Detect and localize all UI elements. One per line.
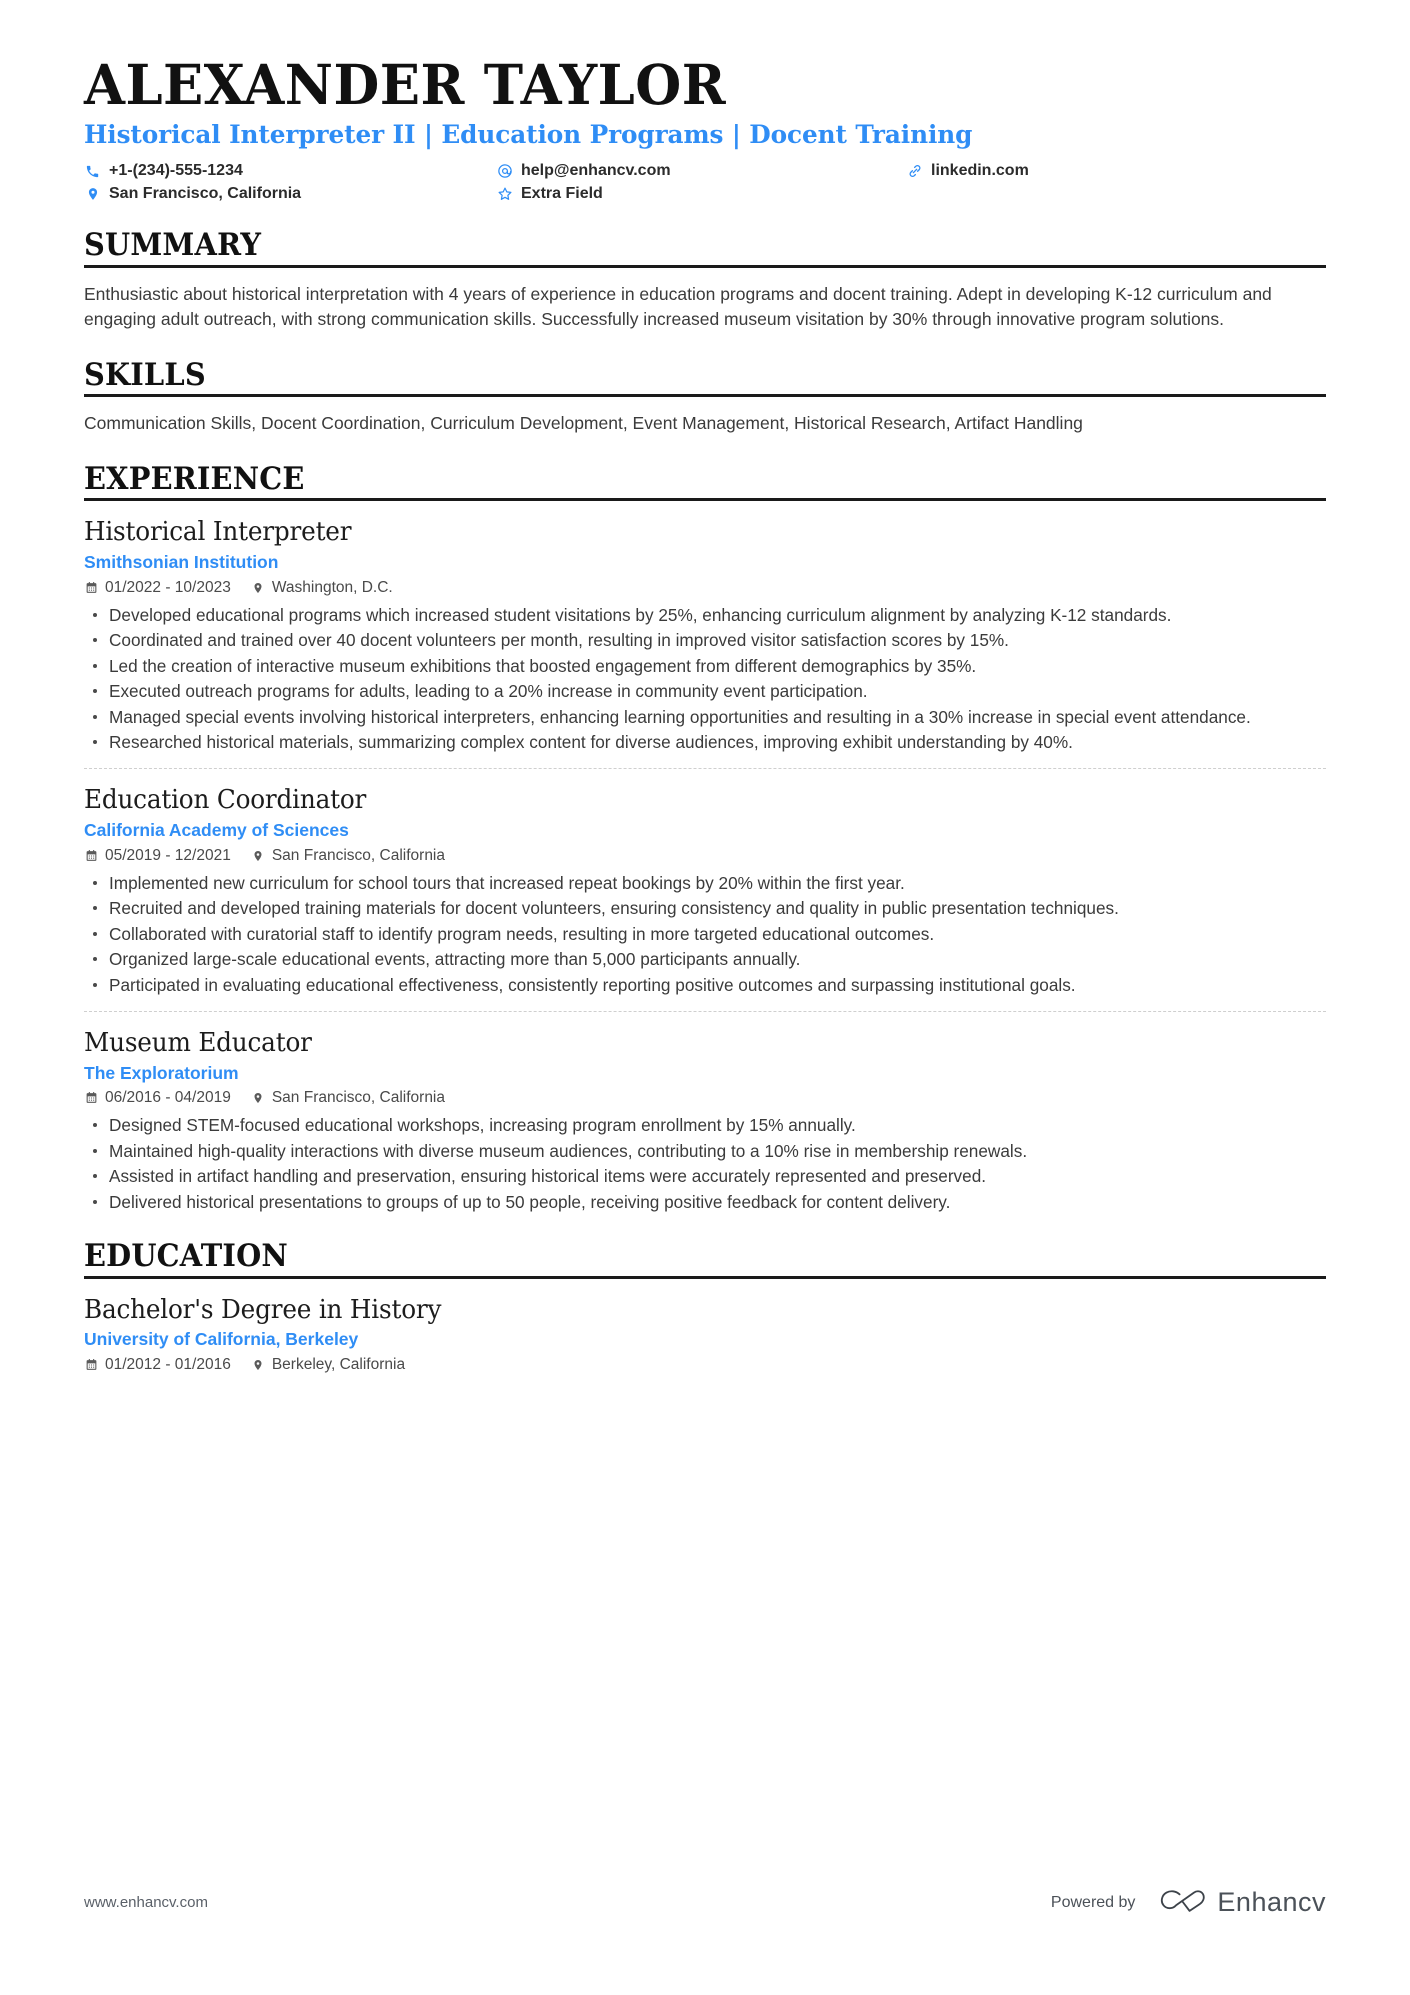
experience-company[interactable]: The Exploratorium [84,1062,239,1083]
contact-location[interactable] [84,185,496,203]
section-title-skills: SKILLS [84,356,206,393]
phone-icon [84,163,101,180]
experience-location-text: Washington, D.C. [271,578,393,596]
experience-dates [84,1089,231,1107]
experience-dates [84,579,231,597]
experience-bullets [84,871,1326,997]
bullet-item: Participated in evaluating educational effectiveness, consistently reporting positive outcomes and surpassing institutional goals. [84,973,1326,997]
bullet-item: Developed educational programs which increased student visitations by 25%, enhancing curriculum alignment by analyzing K-12 standards. [84,603,1326,627]
contact-email-text: help@enhancv.com [521,162,671,180]
calendar-icon [84,848,98,863]
experience-location [251,847,445,865]
section-title-experience: EXPERIENCE [84,460,305,497]
contact-phone[interactable] [84,162,496,180]
experience-meta [84,579,1326,597]
location-pin-icon [251,848,265,863]
enhancv-logo[interactable] [1153,1886,1326,1919]
link-icon [906,163,923,180]
experience-bullets [84,603,1326,755]
section-rule-summary [84,265,1326,268]
section-rule-skills [84,394,1326,397]
bullet-item: Recruited and developed training materials for docent volunteers, ensuring consistency and quality in public presentation techniques. [84,896,1326,920]
experience-dates-text: 01/2022 - 10/2023 [105,578,231,596]
candidate-name: ALEXANDER TAYLOR [84,52,727,117]
contact-phone-text: +1-(234)-555-1234 [109,162,243,180]
experience-bullets [84,1113,1326,1214]
experience-entry [84,515,1326,754]
experience-location-text: San Francisco, California [271,1089,446,1107]
contact-extra-field-text: Extra Field [521,185,603,203]
summary-text: Enthusiastic about historical interpretation with 4 years of experience in education programs and docent training. Adept in developing K-12 curriculum and engaging adult outreach, with strong communication skills. Successfully increased museum visitation by 30% through innovative program solutions. [84,283,1272,330]
contact-email[interactable] [496,162,906,180]
enhancv-wordmark: Enhancv [1217,1887,1326,1917]
location-pin-icon [251,1091,265,1106]
bullet-item: Assisted in artifact handling and preservation, ensuring historical items were accurately represented and preserved. [84,1164,1326,1188]
experience-job-title: Museum Educator [84,1027,312,1058]
skills-text: Communication Skills, Docent Coordination, Curriculum Development, Event Management, Historical Research, Artifact Handling [84,413,1083,434]
bullet-item: Managed special events involving historical interpreters, enhancing learning opportunities and resulting in a 30% increase in special event attendance. [84,705,1326,729]
education-location-text: Berkeley, California [271,1356,406,1374]
experience-company[interactable]: Smithsonian Institution [84,552,279,573]
contact-extra-field[interactable] [496,185,906,203]
calendar-icon [84,1091,98,1106]
contact-location-text: San Francisco, California [109,185,302,203]
experience-job-title: Historical Interpreter [84,517,352,548]
contact-row-1 [84,162,1326,180]
star-icon [496,186,513,203]
experience-entry [84,768,1326,997]
experience-location-text: San Francisco, California [271,846,446,864]
education-school[interactable]: University of California, Berkeley [84,1329,359,1350]
contact-linkedin-text: linkedin.com [931,162,1029,180]
experience-dates [84,847,231,865]
resume-header [84,52,1326,203]
experience-dates-text: 06/2016 - 04/2019 [105,1089,231,1107]
powered-by-label: Powered by [1050,1893,1136,1911]
experience-location [251,1089,445,1107]
experience-meta [84,1089,1326,1107]
experience-entry [84,1011,1326,1214]
location-pin-icon [251,580,265,595]
bullet-item: Led the creation of interactive museum exhibitions that boosted engagement from different demographics by 35%. [84,654,1326,678]
email-icon [496,163,513,180]
section-rule-education [84,1276,1326,1279]
location-pin-icon [251,1358,265,1373]
education-meta [84,1356,1326,1374]
bullet-item: Implemented new curriculum for school tours that increased repeat bookings by 20% within the first year. [84,871,1326,895]
education-degree: Bachelor's Degree in History [84,1294,442,1325]
experience-meta [84,847,1326,865]
bullet-item: Collaborated with curatorial staff to identify program needs, resulting in more targeted educational outcomes. [84,922,1326,946]
bullet-item: Designed STEM-focused educational workshops, increasing program enrollment by 15% annually. [84,1113,1326,1137]
experience-location [251,579,393,597]
bullet-item: Researched historical materials, summarizing complex content for diverse audiences, improving exhibit understanding by 40%. [84,730,1326,754]
bullet-item: Maintained high-quality interactions with diverse museum audiences, contributing to a 10% rise in membership renewals. [84,1139,1326,1163]
bullet-item: Executed outreach programs for adults, leading to a 20% increase in community event participation. [84,679,1326,703]
calendar-icon [84,580,98,595]
location-icon [84,186,101,203]
experience-company[interactable]: California Academy of Sciences [84,820,349,841]
experience-dates-text: 05/2019 - 12/2021 [105,846,231,864]
section-skills [84,356,1326,437]
section-summary [84,229,1326,333]
education-dates [84,1356,231,1374]
enhancv-mark-icon [1153,1886,1207,1919]
bullet-item: Organized large-scale educational events, attracting more than 5,000 participants annually. [84,947,1326,971]
contact-linkedin[interactable] [906,162,1029,180]
bullet-item: Delivered historical presentations to groups of up to 50 people, receiving positive feedback for content delivery. [84,1190,1326,1214]
calendar-icon [84,1358,98,1373]
contact-info [84,162,1326,203]
bullet-item: Coordinated and trained over 40 docent volunteers per month, resulting in improved visitor satisfaction scores by 15%. [84,628,1326,652]
education-dates-text: 01/2012 - 01/2016 [105,1356,231,1374]
experience-job-title: Education Coordinator [84,785,367,816]
page-footer [84,1886,1326,1919]
section-education [84,1240,1326,1374]
section-title-education: EDUCATION [84,1238,288,1275]
contact-row-2 [84,185,1326,203]
section-rule-experience [84,498,1326,501]
footer-branding [1051,1886,1326,1919]
section-title-summary: SUMMARY [84,227,262,264]
candidate-headline: Historical Interpreter II | Education Programs | Docent Training [84,119,973,150]
section-experience [84,460,1326,1214]
education-location [251,1356,405,1374]
footer-website-url[interactable]: www.enhancv.com [84,1894,208,1911]
education-entry [84,1293,1326,1374]
